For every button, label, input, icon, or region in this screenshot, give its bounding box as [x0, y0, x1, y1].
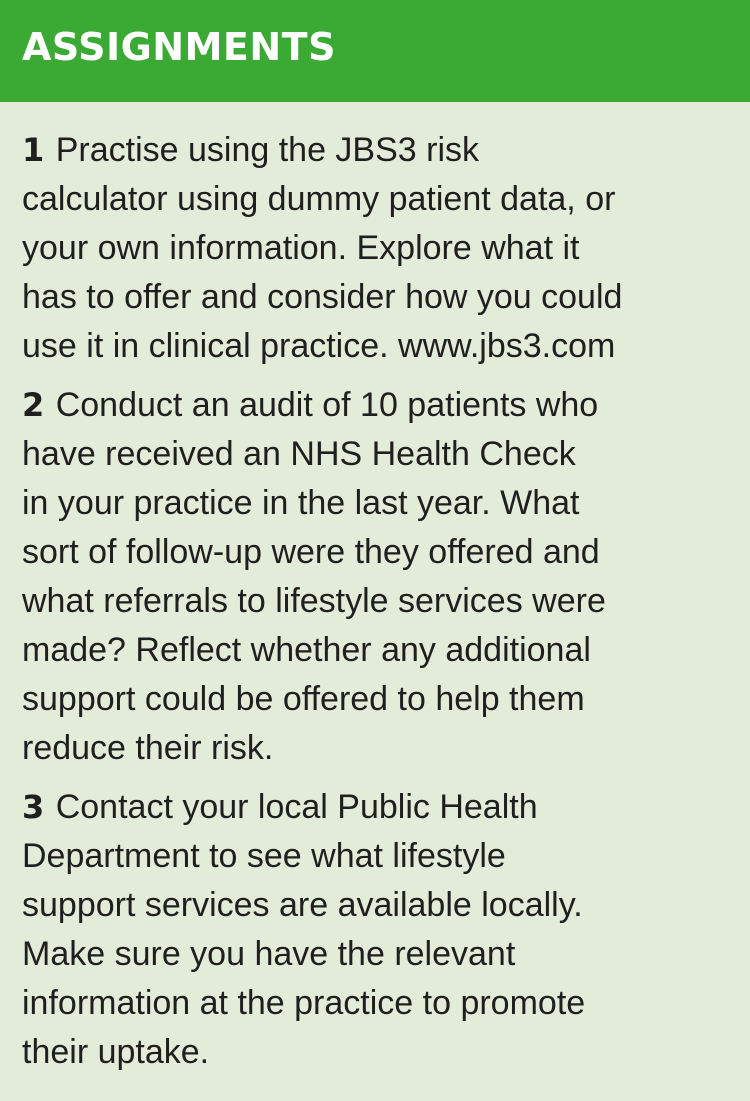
header-title: ASSIGNMENTS	[22, 25, 336, 69]
assignment-line: information at the practice to promote	[22, 984, 586, 1022]
assignment-line	[22, 126, 732, 175]
assignment-line	[22, 381, 732, 430]
assignment-2	[22, 381, 732, 773]
assignment-line: made? Reflect whether any additional	[22, 631, 591, 669]
assignment-line: what referrals to lifestyle services were	[22, 582, 606, 620]
assignment-line: your own information. Explore what it	[22, 229, 580, 267]
assignment-line: in your practice in the last year. What	[22, 484, 580, 522]
assignment-line	[22, 783, 732, 832]
assignment-line: has to offer and consider how you could	[22, 278, 623, 316]
assignments-content	[0, 102, 750, 1077]
assignment-line: reduce their risk.	[22, 729, 274, 767]
assignment-text: Conduct an audit of 10 patients who	[55, 386, 599, 424]
assignment-line: calculator using dummy patient data, or	[22, 180, 616, 218]
assignment-text: Contact your local Public Health	[55, 788, 538, 826]
assignment-line: their uptake.	[22, 1033, 210, 1071]
assignment-line: Department to see what lifestyle	[22, 837, 506, 875]
assignment-line: use it in clinical practice. www.jbs3.com	[22, 327, 616, 365]
assignment-1	[22, 126, 732, 371]
assignment-number: 2	[22, 386, 45, 424]
assignment-number: 1	[22, 131, 45, 169]
assignment-line: sort of follow-up were they offered and	[22, 533, 600, 571]
assignment-text: Practise using the JBS3 risk	[55, 131, 480, 169]
assignment-line: support services are available locally.	[22, 886, 583, 924]
assignment-number: 3	[22, 788, 45, 826]
assignment-line: Make sure you have the relevant	[22, 935, 516, 973]
assignment-3	[22, 783, 732, 1077]
header-bar	[0, 0, 750, 102]
assignment-line: support could be offered to help them	[22, 680, 585, 718]
assignment-line: have received an NHS Health Check	[22, 435, 576, 473]
